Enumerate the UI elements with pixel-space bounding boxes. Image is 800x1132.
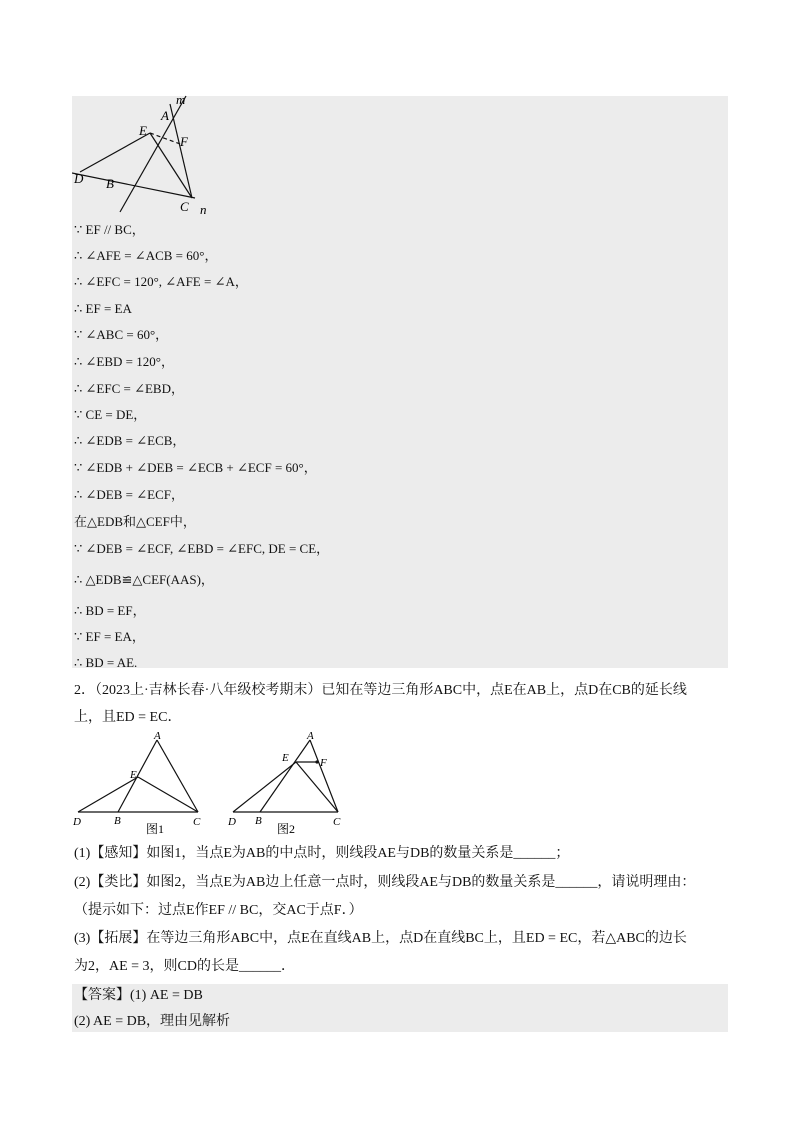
proof-line-8: ∵ CE = DE， [74,407,147,422]
question-2-hint: （提示如下：过点E作EF // BC，交AC于点F．） [74,903,363,918]
proof-line-6: ∴ ∠EBD = 120°， [74,354,174,369]
fig2-caption: 图2 [277,822,296,836]
label-D: D [74,171,84,186]
label-n: n [200,202,207,217]
fig2-label-E: E [282,752,289,764]
question-1: (1)【感知】如图1，当点E为AB的中点时，则线段AE与DB的数量关系是______； [74,846,570,861]
proof-line-15: ∴ BD = EF， [74,603,146,618]
label-m: m [176,94,186,107]
fig2-label-A: A [307,732,314,742]
fig2-label-C: C [333,816,341,828]
fig1-label-E: E [130,769,137,781]
proof-line-12: 在△EDB和△CEF中， [74,514,196,529]
fig1-label-A: A [154,732,161,742]
proof-line-17: ∴ BD = AE. [74,655,138,670]
proof-line-3: ∴ ∠EFC = 120°, ∠AFE = ∠A， [74,274,248,289]
fig2-label-F: F [320,757,327,769]
proof-line-4: ∴ EF = EA [74,301,132,316]
label-B: B [106,176,114,191]
proof-line-9: ∴ ∠EDB = ∠ECB， [74,433,186,448]
proof-line-7: ∴ ∠EFC = ∠EBD， [74,381,184,396]
proof-line-1: ∵ EF // BC， [74,222,145,237]
answer-line-1: 【答案】(1) AE = DB [74,988,203,1003]
fig1-label-C: C [193,816,201,828]
fig1-caption: 图1 [146,822,165,836]
proof-line-2: ∴ ∠AFE = ∠ACB = 60°， [74,248,218,263]
proof-line-14: ∴ △EDB≌△CEF(AAS)， [74,572,214,587]
proof-line-13: ∵ ∠DEB = ∠ECF, ∠EBD = ∠EFC, DE = CE， [74,541,330,556]
label-C: C [180,199,189,214]
label-E: E [139,123,147,138]
question-3-line-2: 为2，AE = 3，则CD的长是______． [74,959,296,974]
proof-line-10: ∵ ∠EDB + ∠DEB = ∠ECB + ∠ECF = 60°， [74,460,317,475]
proof-line-5: ∵ ∠ABC = 60°， [74,327,169,342]
label-A: A [161,108,169,123]
label-F: F [180,134,188,149]
question-3-line-1: (3)【拓展】在等边三角形ABC中，点E在直线AB上，点D在直线BC上，且ED = EC，若△ABC的边长 [74,931,687,946]
answer-line-2: (2) AE = DB，理由见解析 [74,1014,231,1029]
problem-line-2: 上，且ED = EC． [74,710,182,725]
fig2-label-B: B [255,815,262,827]
fig1-label-D: D [73,816,81,828]
fig1-label-B: B [114,815,121,827]
fig2-label-D: D [228,816,236,828]
question-2: (2)【类比】如图2，当点E为AB边上任意一点时，则线段AE与DB的数量关系是______，请说明理由： [74,875,696,890]
geometry-figure-top [72,94,218,218]
problem-line-1: 2．（2023上·吉林长春·八年级校考期末）已知在等边三角形ABC中，点E在AB上，点D在CB的延长线 [74,683,687,698]
proof-line-11: ∴ ∠DEB = ∠ECF， [74,487,184,502]
figure-1-and-2 [70,732,360,836]
proof-line-16: ∵ EF = EA， [74,629,145,644]
